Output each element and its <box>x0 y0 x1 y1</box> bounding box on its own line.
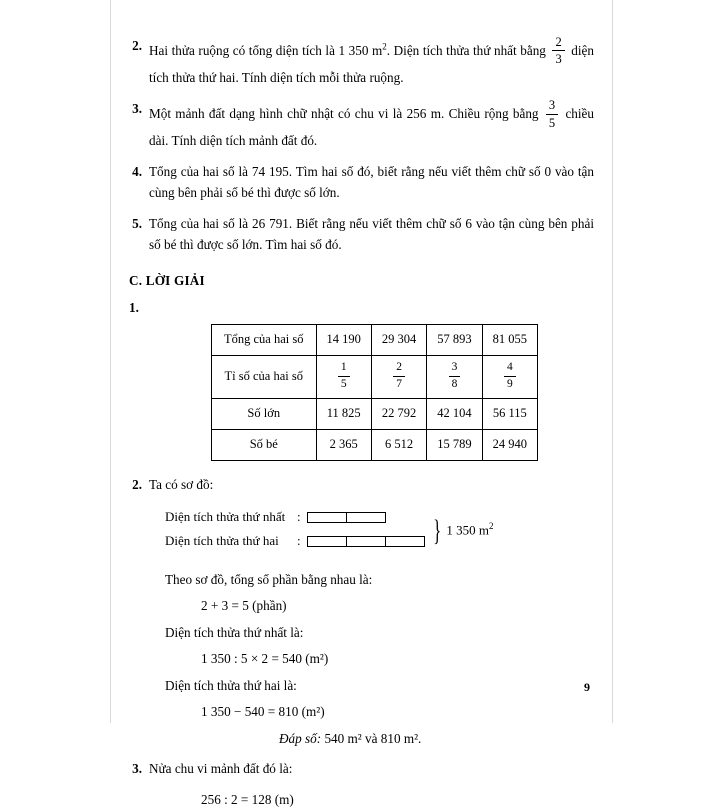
diagram-label-1: Diện tích thửa thứ nhất <box>165 508 286 524</box>
ratio-fraction-4 <box>504 361 516 390</box>
sum-cell-4: 81 055 <box>482 325 537 356</box>
exercise-3-fraction <box>546 98 558 130</box>
exercise-5-text: Tổng của hai số là 26 791. Biết rằng nếu viết thêm chữ số 6 vào tận cùng bên phải số bé thì được số lớn. Tìm hai số đó. <box>149 216 594 252</box>
exercise-2-body <box>149 36 594 88</box>
diagram-total-brace <box>430 513 494 547</box>
schematic-diagram <box>129 507 594 555</box>
diagram-bar-1 <box>307 507 385 527</box>
fraction-bar <box>449 376 461 377</box>
sum-cell-2: 29 304 <box>371 325 426 356</box>
answer-1-number: 1. <box>129 299 139 315</box>
answer-2-line-3: Diện tích thửa thứ nhất là: <box>165 624 304 640</box>
table-row-ratios <box>212 356 538 399</box>
exercise-4 <box>129 162 594 203</box>
ratio-cell-1 <box>316 356 371 399</box>
exercise-3-text-part1: Một mảnh đất dạng hình chữ nhật có chu vi là 256 m. Chiều rộng bằng <box>149 106 539 122</box>
exercise-2-number: 2. <box>132 38 142 53</box>
fraction-denominator: 3 <box>555 52 562 67</box>
fraction-numerator: 2 <box>555 35 562 49</box>
fraction-denominator: 9 <box>506 377 513 390</box>
bar-segment <box>346 512 386 523</box>
smaller-cell-1: 2 365 <box>316 430 371 461</box>
ratio-cell-2 <box>371 356 426 399</box>
fraction-numerator: 1 <box>340 361 347 374</box>
answer-2-line-2: 2 + 3 = 5 (phần) <box>201 598 287 614</box>
ratio-fraction-2 <box>393 361 405 390</box>
diagram-total-value: 1 350 m <box>446 522 490 538</box>
answer-2-line-5: Diện tích thửa thứ hai là: <box>165 677 297 693</box>
exercise-2-text-part1: Hai thửa ruộng có tổng diện tích là 1 350 m <box>149 42 383 58</box>
bar-segment <box>385 536 425 547</box>
answer-2-line-1: Theo sơ đồ, tổng số phần bằng nhau là: <box>165 571 373 587</box>
answer-2-line-4: 1 350 : 5 × 2 = 540 (m²) <box>201 651 329 667</box>
fraction-bar <box>338 376 350 377</box>
diagram-colon-2: : <box>297 532 301 548</box>
answer-3 <box>129 759 594 779</box>
fraction-bar <box>546 114 558 115</box>
row-label-ratio: Tỉ số của hai số <box>212 356 317 399</box>
diagram-total-sup: 2 <box>489 521 494 532</box>
bar-segment <box>307 512 347 523</box>
larger-cell-1: 11 825 <box>316 399 371 430</box>
answer-2-number: 2. <box>132 477 142 493</box>
fraction-bar <box>552 50 564 51</box>
answer-2-final <box>279 729 594 749</box>
diagram-colon-1: : <box>297 508 301 524</box>
exercise-5 <box>129 214 594 255</box>
fraction-numerator: 3 <box>548 98 556 113</box>
exercise-2-text-part2: . Diện tích thửa thứ nhất bằng <box>386 42 546 58</box>
answer-2-line-6: 1 350 − 540 = 810 (m²) <box>201 704 325 720</box>
fraction-bar <box>393 376 405 377</box>
fraction-numerator: 4 <box>506 361 513 374</box>
spacer <box>129 561 594 570</box>
diagram-total-label <box>446 520 493 540</box>
table-row-smaller <box>212 430 538 461</box>
ratio-fraction-3 <box>449 361 461 390</box>
exercise-3 <box>129 99 594 151</box>
ratio-fraction-1 <box>338 361 350 390</box>
sum-cell-3: 57 893 <box>427 325 482 356</box>
document-page <box>110 0 613 808</box>
exercise-2 <box>129 36 594 88</box>
larger-cell-4: 56 115 <box>482 399 537 430</box>
row-label-larger: Số lớn <box>212 399 317 430</box>
diagram-label-2: Diện tích thửa thứ hai <box>165 532 279 548</box>
section-title-loi-giai: C. LỜI GIẢI <box>129 273 205 289</box>
answer-2-final-value: 540 m² và 810 m². <box>324 730 422 746</box>
fraction-denominator: 8 <box>451 377 458 390</box>
answer-3-number: 3. <box>132 761 142 777</box>
bar-segment <box>346 536 386 547</box>
fraction-numerator: 3 <box>451 361 458 374</box>
exercise-4-number: 4. <box>132 164 142 180</box>
answer-3-line: 256 : 2 = 128 (m) <box>201 792 294 808</box>
results-table <box>211 324 538 461</box>
fraction-denominator: 7 <box>396 377 402 390</box>
diagram-bar-2 <box>307 531 424 551</box>
answer-2-final-label: Đáp số: <box>279 730 322 746</box>
larger-cell-2: 22 792 <box>371 399 426 430</box>
table-row-larger <box>212 399 538 430</box>
diagram-rows <box>129 507 594 555</box>
exercise-3-body <box>149 99 594 151</box>
table-row-sums <box>212 325 538 356</box>
answer-3-lead: Nửa chu vi mảnh đất đó là: <box>149 761 293 777</box>
row-label-sum: Tổng của hai số <box>212 325 317 356</box>
diagram-row-1 <box>129 507 424 527</box>
exercise-4-text: Tổng của hai số là 74 195. Tìm hai số đó, biết rằng nếu viết thêm chữ số 0 vào tận cùng bên phải số bé thì được số lớn. <box>149 164 594 200</box>
answer-2 <box>129 475 594 495</box>
exercise-2-fraction <box>552 35 564 67</box>
smaller-cell-2: 6 512 <box>371 430 426 461</box>
exercise-2-sup: 2 <box>382 41 387 52</box>
answer-2-lead: Ta có sơ đồ: <box>149 477 214 493</box>
diagram-row-2 <box>129 531 424 551</box>
exercise-5-number: 5. <box>132 216 142 232</box>
brace-icon: } <box>433 513 442 547</box>
exercise-3-number: 3. <box>132 101 142 117</box>
larger-cell-3: 42 104 <box>427 399 482 430</box>
fraction-numerator: 2 <box>396 361 402 374</box>
exercise-3-text-part3: chiều dài. Tính diện tích mảnh đất đó. <box>149 106 594 148</box>
sum-cell-1: 14 190 <box>316 325 371 356</box>
fraction-denominator: 5 <box>340 377 347 390</box>
smaller-cell-4: 24 940 <box>482 430 537 461</box>
ratio-cell-4 <box>482 356 537 399</box>
page-content <box>129 0 594 811</box>
page-number: 9 <box>584 680 590 694</box>
ratio-cell-3 <box>427 356 482 399</box>
fraction-bar <box>504 376 516 377</box>
fraction-denominator: 5 <box>548 115 556 130</box>
exercise-2-text-part3: diện tích thửa thứ hai. Tính diện tích mỗi thửa ruộng. <box>149 42 595 85</box>
bar-segment <box>307 536 347 547</box>
diagram-labels-and-bars <box>129 507 424 555</box>
smaller-cell-3: 15 789 <box>427 430 482 461</box>
row-label-smaller: Số bé <box>212 430 317 461</box>
